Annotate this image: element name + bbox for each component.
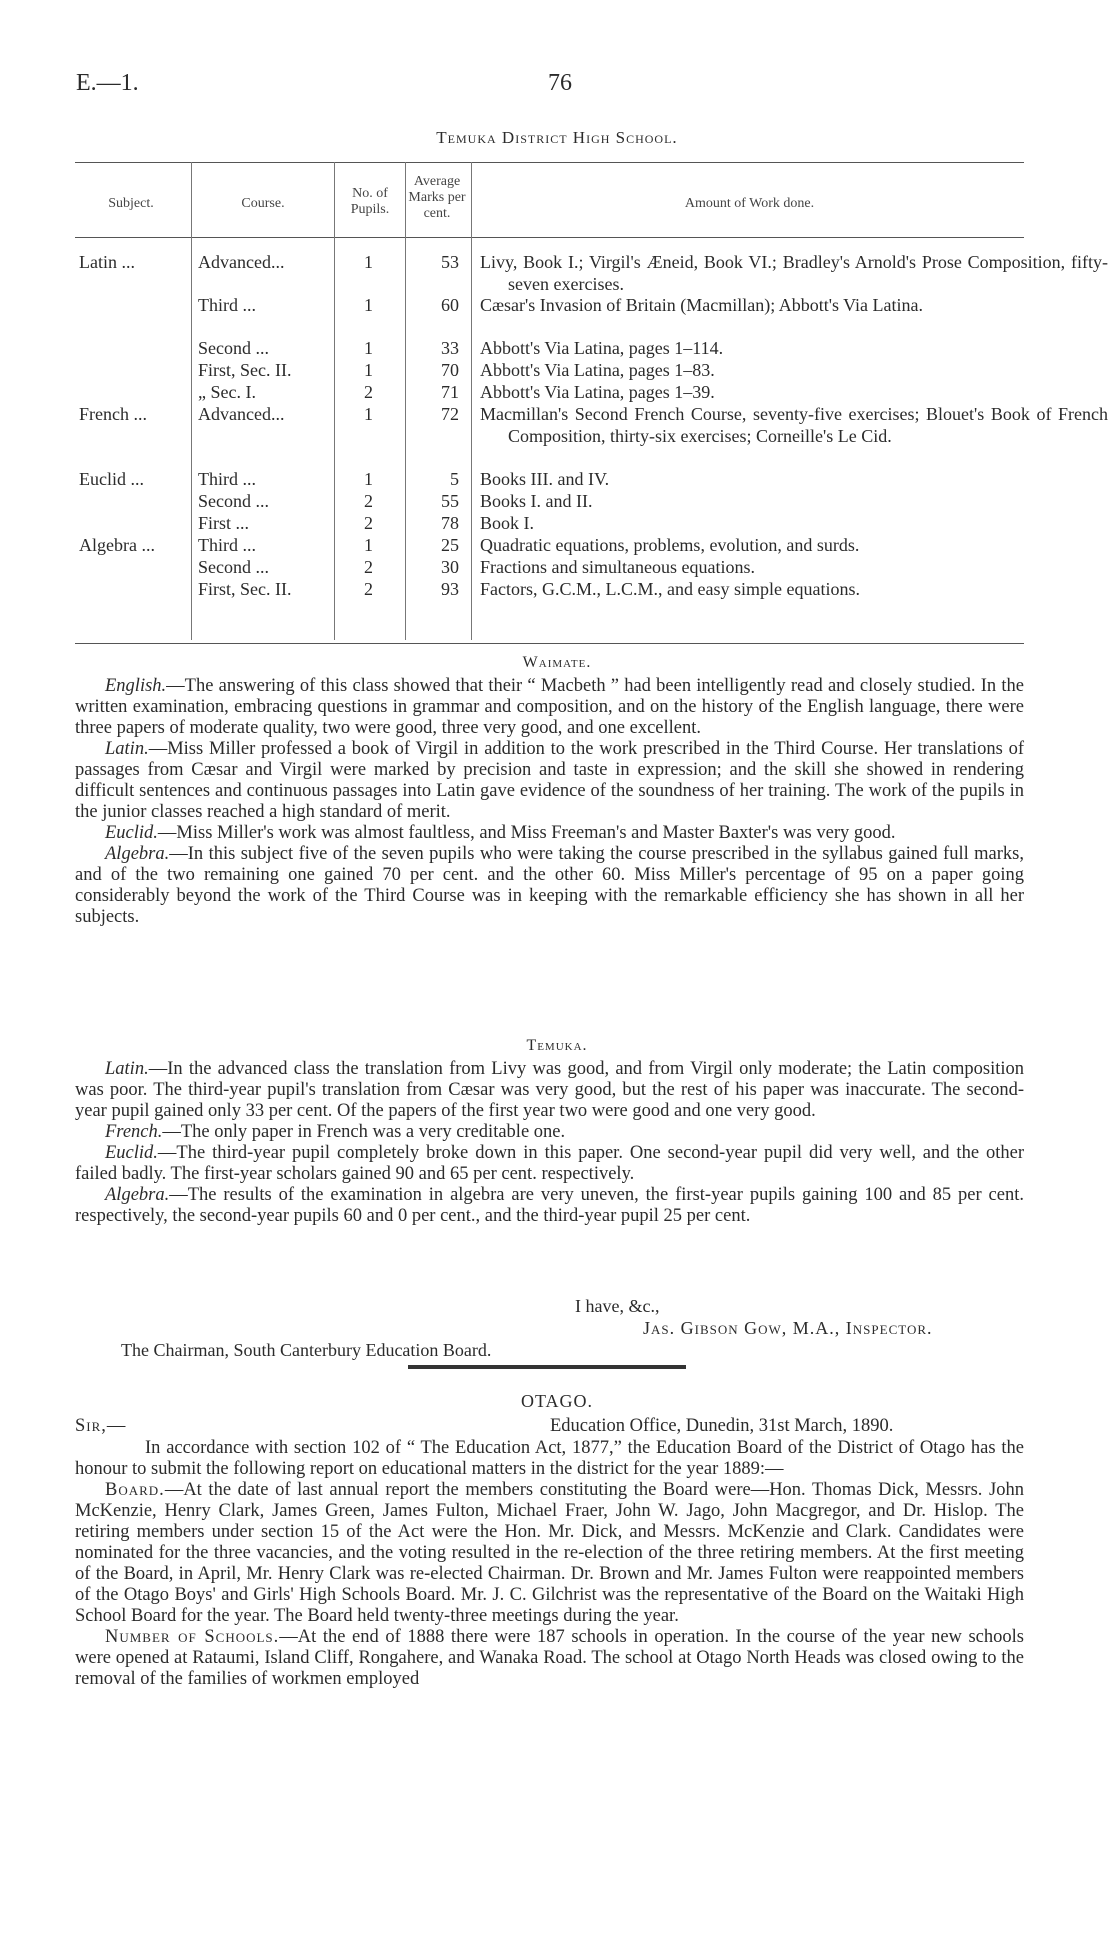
cell-pupils: 1 (364, 535, 373, 555)
paragraph (75, 1480, 1024, 1627)
header-subject: Subject. (108, 196, 154, 211)
cell-subject: Euclid ... (79, 469, 144, 489)
paragraph-text: —In this subject five of the seven pupils who were taking the course prescribed in the syllabus gained full marks, and of the two remaining one gained 70 per cent. and the other 60. Miss Miller's percentage of 95 on a paper going considerably beyond the work of the Third Course was in keeping with the remarkable efficiency she has shown in all her subjects. (75, 844, 1024, 927)
cell-subject: Latin ... (79, 252, 135, 272)
paragraph (75, 1185, 1024, 1227)
cell-pupils: 1 (364, 469, 373, 489)
paragraph-text: In accordance with section 102 of “ The Education Act, 1877,” the Education Board of the District of Otago has the honour to submit the following report on educational matters in the district for the year 1889:— (75, 1438, 1024, 1479)
section-divider (408, 1365, 686, 1369)
cell-course: Second ... (198, 338, 269, 358)
salutation: Sir,— (75, 1416, 127, 1436)
signature: Jas. Gibson Gow, M.A., Inspector. (643, 1318, 933, 1338)
paragraph-label: Euclid. (105, 1143, 158, 1163)
section-title-temuka: Temuka. (526, 1037, 588, 1054)
col-divider (471, 162, 472, 640)
paragraph (75, 1122, 1024, 1143)
cell-marks: 25 (441, 535, 459, 555)
paragraph-label: Euclid. (105, 823, 158, 843)
cell-subject: French ... (79, 404, 147, 424)
cell-work: Abbott's Via Latina, pages 1–39. (480, 382, 715, 402)
cell-marks: 55 (441, 491, 459, 511)
cell-course: Advanced... (198, 404, 285, 424)
cell-work: Factors, G.C.M., L.C.M., and easy simple equations. (480, 579, 860, 599)
paragraph-label: Number of Schools. (105, 1627, 280, 1647)
cell-pupils: 2 (364, 513, 373, 533)
cell-marks: 30 (441, 557, 459, 577)
cell-course: Third ... (198, 535, 256, 555)
paragraph-label: Latin. (105, 739, 149, 759)
paragraph (75, 844, 1024, 928)
cell-pupils: 1 (364, 360, 373, 380)
cell-course: „ Sec. I. (198, 382, 256, 402)
cell-marks: 72 (441, 404, 459, 424)
cell-subject: Algebra ... (79, 535, 155, 555)
section-title-waimate: Waimate. (522, 654, 592, 671)
cell-marks: 60 (441, 295, 459, 315)
cell-course: First, Sec. II. (198, 579, 292, 599)
col-divider (334, 162, 335, 640)
paragraph-text: —The answering of this class showed that their “ Macbeth ” had been intelligently read and closely studied. In the written examination, embracing questions in grammar and composition, and on the history of the English language, there were three papers of moderate quality, two were good, three very good, and one excellent. (75, 676, 1024, 738)
cell-pupils: 2 (364, 491, 373, 511)
page-number: 76 (548, 70, 572, 96)
paragraph (75, 676, 1024, 739)
table-top-rule (75, 162, 1024, 163)
cell-work: Abbott's Via Latina, pages 1–83. (480, 360, 715, 380)
header-rule (75, 237, 1024, 238)
cell-course: Third ... (198, 469, 256, 489)
cell-work: Abbott's Via Latina, pages 1–114. (480, 338, 724, 358)
paragraph-text: —Miss Miller's work was almost faultless, and Miss Freeman's and Master Baxter's was very good. (157, 823, 896, 843)
cell-pupils: 2 (364, 382, 373, 402)
cell-work: Cæsar's Invasion of Britain (Macmillan); Abbott's Via Latina. (480, 295, 924, 315)
cell-pupils: 1 (364, 404, 373, 424)
col-divider (405, 162, 406, 640)
paragraph-text: —Miss Miller professed a book of Virgil in addition to the work prescribed in the Third Course. Her translations of passages from Cæsar and Virgil were marked by precision and taste in expression; and the skill she showed in rendering difficult sentences and continuous passages into Latin gave evidence of the soundness of her training. The work of the pupils in the junior classes reached a high standard of merit. (75, 739, 1024, 822)
cell-course: First, Sec. II. (198, 360, 292, 380)
cell-work: Book I. (480, 513, 534, 533)
cell-work: Livy, Book I.; Virgil's Æneid, Book VI.; Bradley's Arnold's Prose Composition, fifty-seven exercises. (480, 252, 1108, 294)
cell-marks: 71 (441, 382, 459, 402)
cell-work: Macmillan's Second French Course, seventy-five exercises; Blouet's Book of French Composition, thirty-six exercises; Corneille's Le Cid. (480, 404, 1108, 446)
header-work: Amount of Work done. (684, 196, 815, 211)
paragraph-text: —At the date of last annual report the members constituting the Board were—Hon. Thomas Dick, Messrs. John McKenzie, Henry Clark, James Green, James Fulton, Michael Fraer, John W. Jago, John Macgregor, and Dr. Hislop. The retiring members under section 15 of the Act were the Hon. Mr. Dick, and Messrs. McKenzie and Clark. Candidates were nominated for the three vacancies, and the voting resulted in the re-election of the three retiring members. At the first meeting of the Board, in April, Mr. Henry Clark was re-elected Chairman. Dr. Brown and Mr. James Fulton were reappointed members of the Otago Boys' and Girls' High Schools Board. Mr. J. C. Gilchrist was the representative of the Board on the Waitaki High School Board for the year. The Board held twenty-three meetings during the year. (75, 1480, 1024, 1626)
dateline: Education Office, Dunedin, 31st March, 1890. (550, 1416, 894, 1436)
cell-marks: 53 (441, 252, 459, 272)
col-divider (191, 162, 192, 640)
page-reference: E.—1. (76, 70, 139, 96)
cell-course: First ... (198, 513, 250, 533)
cell-work: Books I. and II. (480, 491, 593, 511)
paragraph-label: English. (105, 676, 167, 696)
paragraph-label: Board. (105, 1480, 165, 1500)
paragraph (75, 1438, 1024, 1480)
cell-pupils: 1 (364, 295, 373, 315)
cell-work: Quadratic equations, problems, evolution, and surds. (480, 535, 860, 555)
cell-pupils: 1 (364, 338, 373, 358)
paragraph-text: —The only paper in French was a very creditable one. (162, 1122, 566, 1142)
paragraph-label: Algebra. (105, 1185, 170, 1205)
cell-marks: 93 (441, 579, 459, 599)
cell-pupils: 2 (364, 557, 373, 577)
paragraph-label: Latin. (105, 1059, 149, 1079)
paragraph (75, 823, 1024, 844)
paragraph-label: French. (105, 1122, 163, 1142)
paragraph-text: —At the end of 1888 there were 187 schools in operation. In the course of the year new schools were opened at Rataumi, Island Cliff, Rongahere, and Wanaka Road. The school at Otago North Heads was closed owing to the removal of the families of workmen employed (75, 1627, 1024, 1689)
closing: I have, &c., (575, 1296, 660, 1316)
cell-course: Advanced... (198, 252, 285, 272)
cell-course: Second ... (198, 557, 269, 577)
paragraph-text: —In the advanced class the translation from Livy was good, and from Virgil only moderate; the Latin composition was poor. The third-year pupil's translation from Cæsar was very good, but the rest of his paper was inaccurate. The second-year pupil gained only 33 per cent. Of the papers of the first year two were good and one very good. (75, 1059, 1024, 1121)
paragraph (75, 1059, 1024, 1122)
table-bottom-rule (75, 643, 1024, 644)
paragraph (75, 739, 1024, 823)
table-title: Temuka District High School. (436, 128, 678, 147)
header-course: Course. (241, 196, 285, 211)
paragraph-text: —The third-year pupil completely broke down in this paper. One second-year pupil did very well, and the other failed badly. The first-year scholars gained 90 and 65 per cent. respectively. (75, 1143, 1024, 1184)
paragraph-label: Algebra. (105, 844, 170, 864)
cell-marks: 70 (441, 360, 459, 380)
cell-marks: 33 (441, 338, 459, 358)
cell-marks: 78 (441, 513, 459, 533)
paragraph (75, 1143, 1024, 1185)
section-title-otago: OTAGO. (520, 1391, 594, 1411)
cell-pupils: 2 (364, 579, 373, 599)
cell-marks: 5 (450, 469, 459, 489)
cell-course: Third ... (198, 295, 256, 315)
cell-course: Second ... (198, 491, 269, 511)
cell-pupils: 1 (364, 252, 373, 272)
otago-body (75, 1438, 1024, 1690)
paragraph (75, 1627, 1024, 1690)
addressee: The Chairman, South Canterbury Education Board. (121, 1340, 492, 1360)
header-marks: Average Marks per cent. (408, 174, 466, 221)
temuka-body (75, 1059, 1024, 1227)
paragraph-text: —The results of the examination in algebra are very uneven, the first-year pupils gaining 100 and 85 per cent. respectively, the second-year pupils 60 and 0 per cent., and the third-year pupil 25 per cent. (75, 1185, 1024, 1226)
waimate-body (75, 676, 1024, 928)
header-pupils: No. of Pupils. (350, 186, 390, 217)
cell-work: Fractions and simultaneous equations. (480, 557, 755, 577)
cell-work: Books III. and IV. (480, 469, 610, 489)
